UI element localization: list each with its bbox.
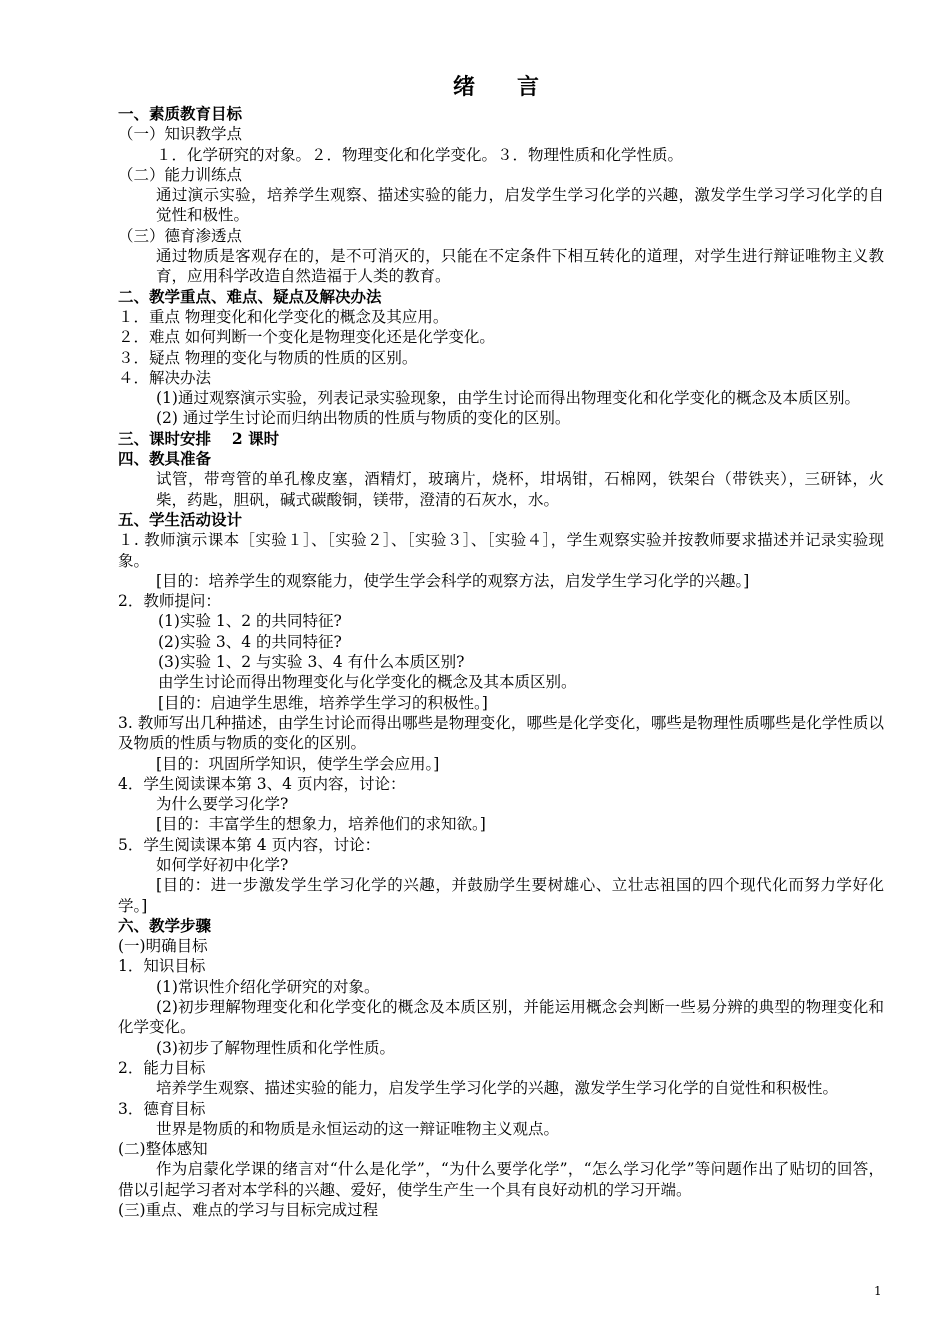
paragraph: 作为启蒙化学课的绪言对“什么是化学”，“为什么要学化学”，“怎么学习化学”等问题作出了贴切的回答，借以引起学习者对本学科的兴趣、爱好，使学生产生一个具有良好动机的学习开端。 bbox=[118, 1160, 884, 1199]
paragraph: 通过物质是客观存在的，是不可消灭的，只能在不定条件下相互转化的道理，对学生进行辩证唯物主义教育，应用科学改造自然造福于人类的教育。 bbox=[156, 247, 884, 286]
paragraph: １．化学研究的对象。２．物理变化和化学变化。３．物理性质和化学性质。 bbox=[156, 145, 684, 164]
paragraph: ２．难点 如何判断一个变化是物理变化还是化学变化。 bbox=[118, 328, 495, 347]
section-heading: 四、教具准备 bbox=[118, 449, 212, 469]
paragraph: (1)实验 1、2 的共同特征? bbox=[158, 612, 342, 631]
document-title: 绪 言 bbox=[452, 74, 549, 100]
paragraph: 试管，带弯管的单孔橡皮塞，酒精灯，玻璃片，烧杯，坩埚钳，石棉网，铁架台（带铁夹），三研钵，火柴，药匙，胆矾，碱式碳酸铜，镁带，澄清的石灰水，水。 bbox=[156, 470, 884, 509]
paragraph: ３．疑点 物理的变化与物质的性质的区别。 bbox=[118, 348, 418, 367]
paragraph: （一）知识教学点 bbox=[118, 125, 243, 144]
paragraph: 由学生讨论而得出物理变化与化学变化的概念及其本质区别。 bbox=[158, 673, 577, 692]
document-page bbox=[118, 72, 884, 1220]
paragraph: １．重点 物理变化和化学变化的概念及其应用。 bbox=[118, 307, 449, 326]
paragraph: 1．知识目标 bbox=[118, 957, 206, 976]
section-heading: 六、教学步骤 bbox=[118, 915, 212, 935]
paragraph: [目的：培养学生的观察能力，使学生学会科学的观察方法，启发学生学习化学的兴趣。] bbox=[156, 571, 750, 590]
paragraph: [目的：丰富学生的想象力，培养他们的求知欲。] bbox=[156, 815, 486, 834]
paragraph: (2)初步理解物理变化和化学变化的概念及本质区别，并能运用概念会判断一些易分辨的典型的物理变化和化学变化。 bbox=[118, 998, 884, 1037]
section-heading: 五、学生活动设计 bbox=[118, 509, 243, 529]
paragraph: 通过演示实验，培养学生观察、描述实验的能力，启发学生学习化学的兴趣，激发学生学习学习化学的自觉性和极性。 bbox=[156, 186, 884, 225]
paragraph: (3)实验 1、2 与实验 3、4 有什么本质区别? bbox=[158, 653, 465, 672]
paragraph: （二）能力训练点 bbox=[118, 165, 243, 184]
paragraph: １. 教师演示课本［实验１］、［实验２］、［实验３］、［实验４］，学生观察实验并按教师要求描述并记录实验现象。 bbox=[118, 531, 884, 570]
paragraph: 4．学生阅读课本第 3、4 页内容，讨论： bbox=[118, 774, 406, 793]
paragraph: 5．学生阅读课本第 4 页内容，讨论： bbox=[118, 835, 381, 854]
paragraph: 2．能力目标 bbox=[118, 1058, 206, 1077]
paragraph: (3)初步了解物理性质和化学性质。 bbox=[156, 1038, 395, 1057]
paragraph: 如何学好初中化学? bbox=[156, 855, 289, 874]
paragraph: 2．教师提问： bbox=[118, 592, 221, 611]
paragraph: (一)明确目标 bbox=[118, 937, 208, 956]
paragraph: (1)通过观察演示实验，列表记录实验现象，由学生讨论而得出物理变化和化学变化的概念及本质区别。 bbox=[156, 389, 860, 408]
paragraph: (2)实验 3、4 的共同特征? bbox=[158, 632, 342, 651]
document-body bbox=[118, 104, 884, 1220]
paragraph: [目的：启迪学生思维，培养学生学习的积极性。] bbox=[158, 693, 488, 712]
paragraph: 3．德育目标 bbox=[118, 1099, 206, 1118]
section-heading: 二、教学重点、难点、疑点及解决办法 bbox=[118, 286, 382, 306]
paragraph: 世界是物质的和物质是永恒运动的这一辩证唯物主义观点。 bbox=[156, 1119, 560, 1138]
paragraph: (2) 通过学生讨论而归纳出物质的性质与物质的变化的区别。 bbox=[156, 409, 571, 428]
section-heading: 一、素质教育目标 bbox=[118, 104, 243, 123]
paragraph: 3. 教师写出几种描述，由学生讨论而得出哪些是物理变化，哪些是化学变化，哪些是物理性质哪些是化学性质以及物质的性质与物质的变化的区别。 bbox=[118, 713, 884, 753]
paragraph: (二)整体感知 bbox=[118, 1140, 208, 1159]
page-number: 1 bbox=[874, 1284, 882, 1298]
paragraph: (1)常识性介绍化学研究的对象。 bbox=[156, 977, 380, 996]
paragraph: 培养学生观察、描述实验的能力，启发学生学习化学的兴趣，激发学生学习化学的自觉性和积极性。 bbox=[156, 1079, 839, 1098]
paragraph: ４．解决办法 bbox=[118, 368, 212, 387]
paragraph: 为什么要学习化学? bbox=[156, 795, 289, 814]
paragraph: [目的：进一步激发学生学习化学的兴趣，并鼓励学生要树雄心、立壮志祖国的四个现代化而努力学好化学。] bbox=[118, 876, 884, 915]
paragraph: [目的：巩固所学知识，使学生学会应用。] bbox=[156, 754, 440, 773]
section-heading: 三、课时安排 2 课时 bbox=[118, 428, 280, 448]
paragraph: （三）德育渗透点 bbox=[118, 226, 243, 245]
paragraph: (三)重点、难点的学习与目标完成过程 bbox=[118, 1201, 379, 1220]
